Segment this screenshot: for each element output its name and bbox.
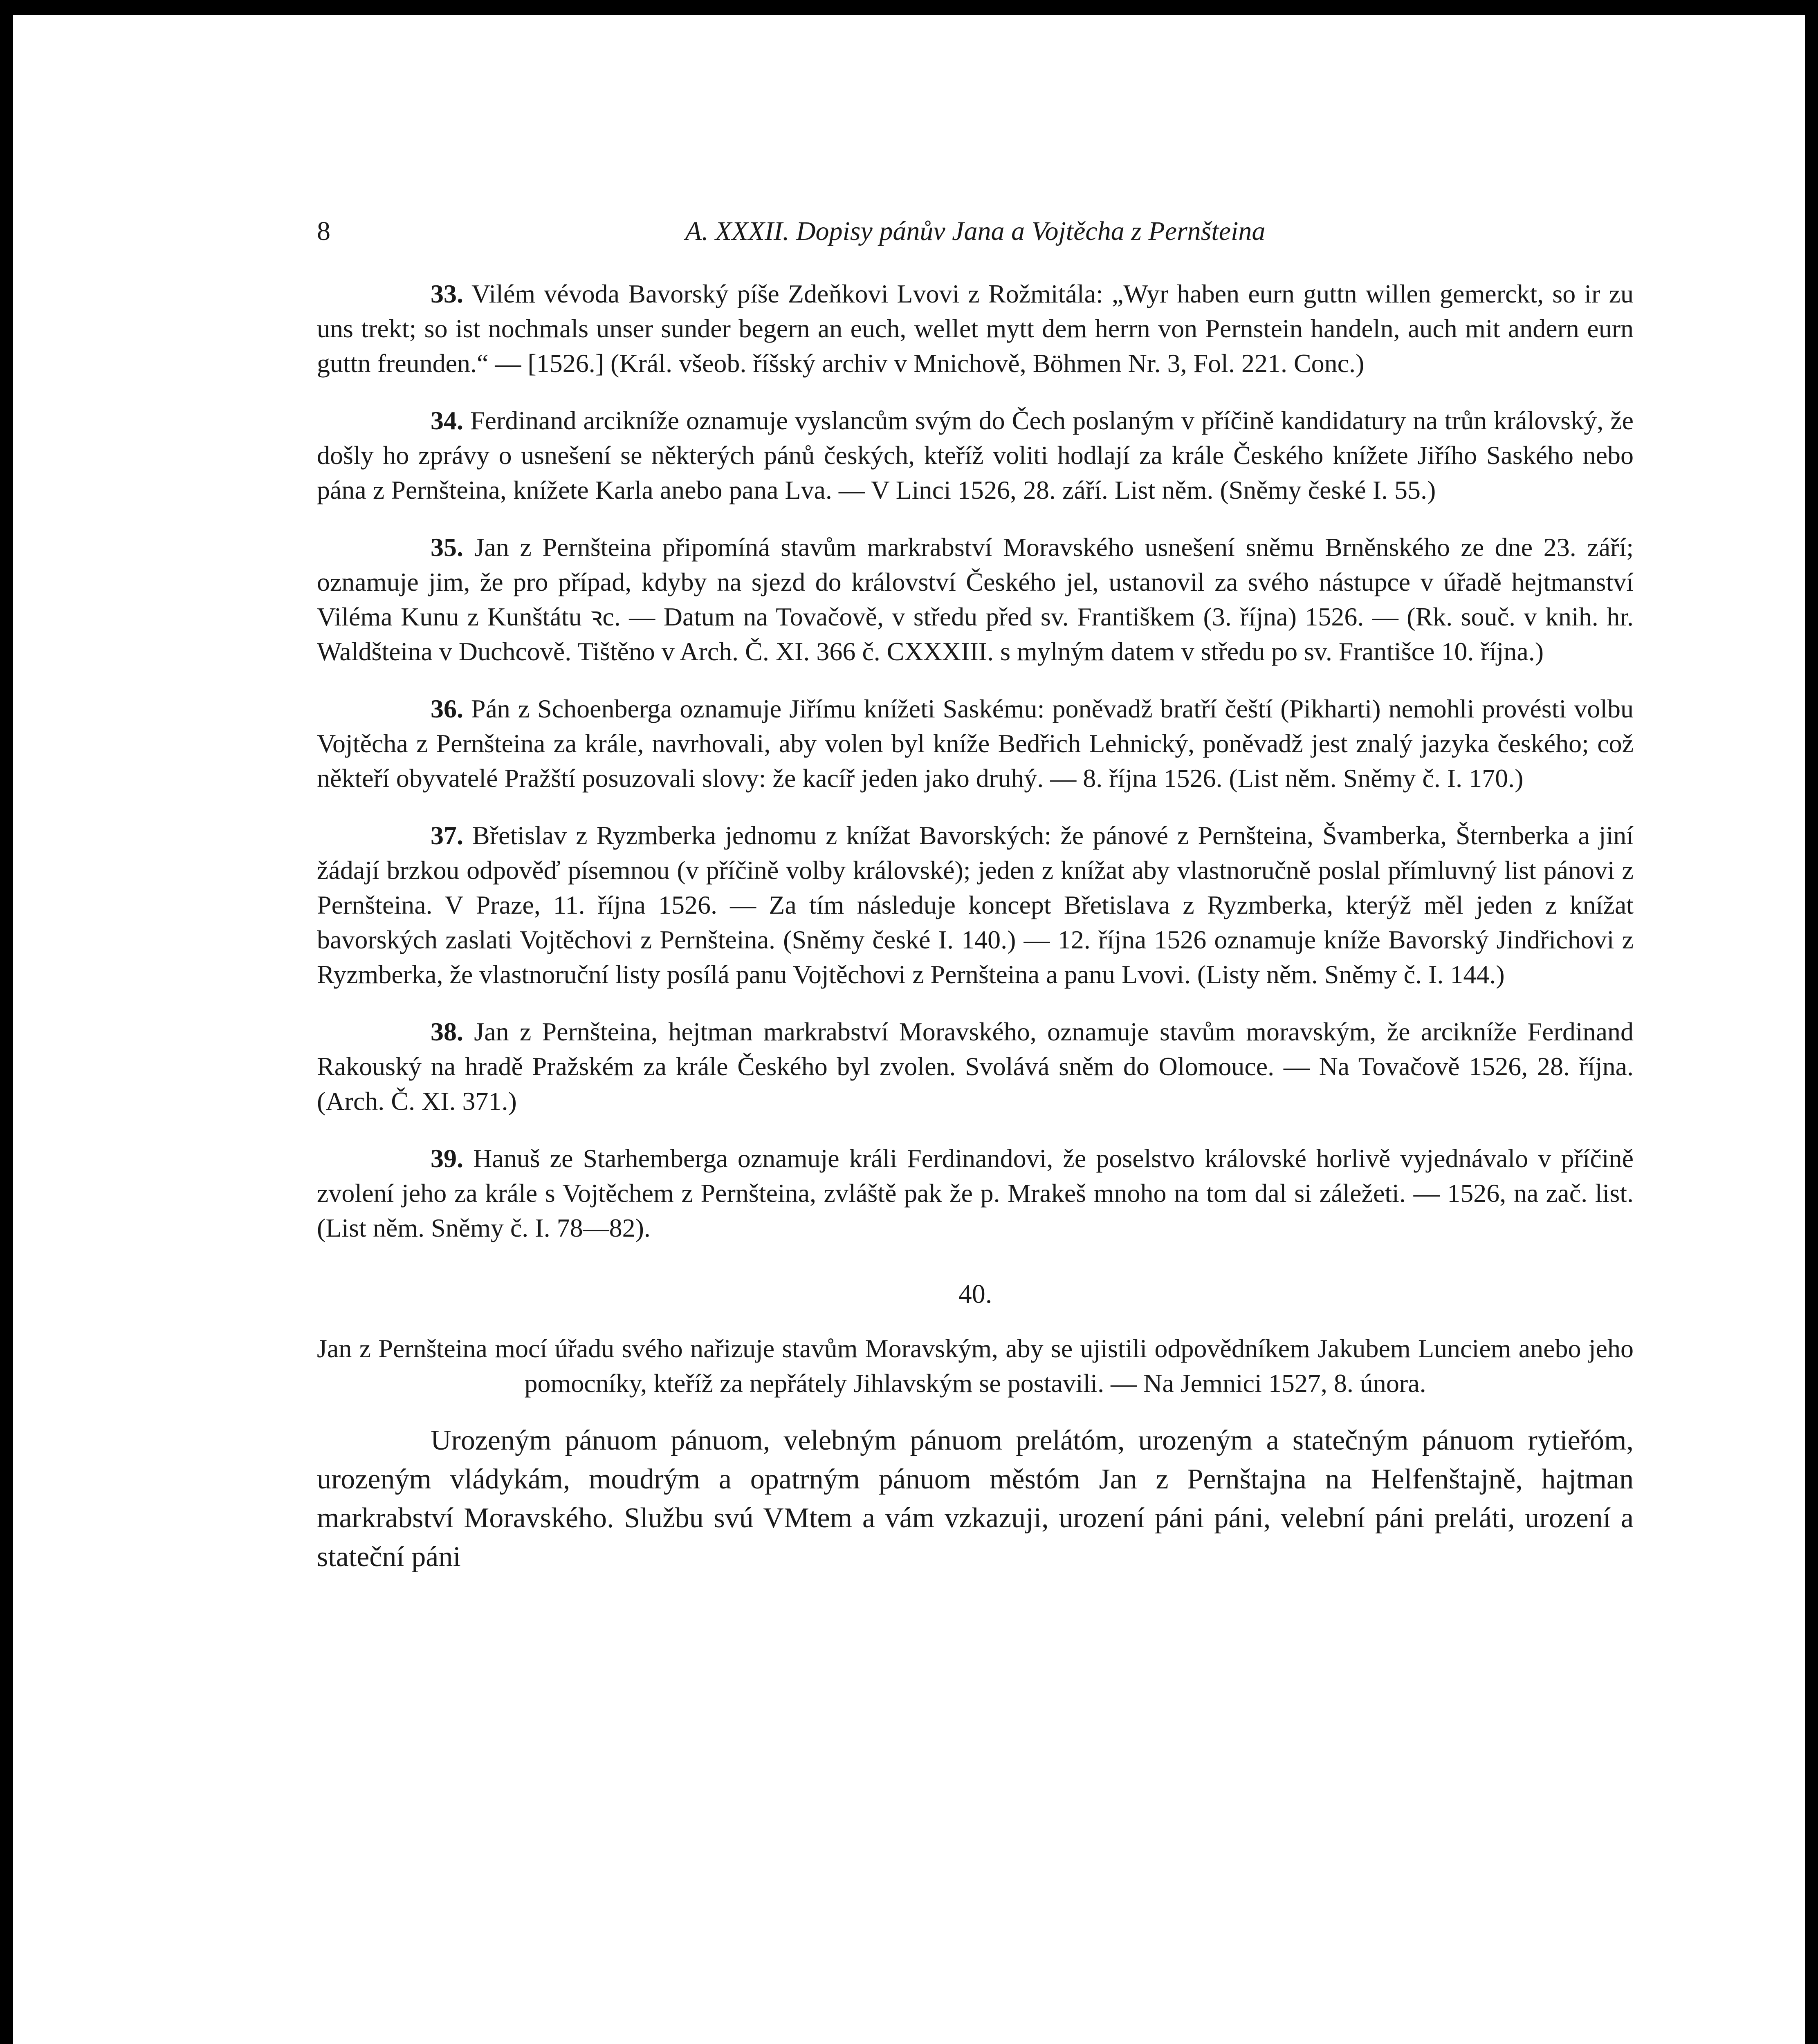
entry-number: 34. [431, 406, 463, 435]
entry-39 [317, 1141, 1634, 1245]
document-text: Urozeným pánuom pánuom, velebným pánuom prelátóm, urozeným a statečným pánuom rytieřóm, urozeným vládykám, moudrým a opatrným pánuom městóm Jan z Pernštajna na Helfenštajně, hajtman markrabství Moravského. Službu svú VMtem a vám vzkazuji, urození páni páni, velební páni preláti, urození a stateční páni [317, 1425, 1634, 1573]
entry-text: Jan z Pernšteina připomíná stavům markrabství Moravského usnešení sněmu Brněnského ze dne 23. září; oznamuje jim, že pro případ, kdyby na sjezd do království Českého jel, ustanovil za svého nástupce v úřadě hejtmanství Viléma Kunu z Kunštátu ꝛc. — Datum na Tovačově, v středu před sv. Františkem (3. října) 1526. — (Rk. souč. v knih. hr. Waldšteina v Duchcově. Tištěno v Arch. Č. XI. 366 č. CXXXIII. s mylným datem v středu po sv. Františce 10. října.) [317, 533, 1634, 666]
entry-33 [317, 276, 1634, 381]
entry-text: Hanuš ze Starhemberga oznamuje králi Ferdinandovi, že poselstvo královské horlivě vyjednávalo v příčině zvolení jeho za krále s Vojtěchem z Pernšteina, zvláště pak že p. Mrakeš mnoho na tom dal si záležeti. — 1526, na zač. list. (List něm. Sněmy č. I. 78—82). [317, 1144, 1634, 1242]
document-summary: Jan z Pernšteina mocí úřadu svého nařizuje stavům Moravským, aby se ujistili odpovědníkem Jakubem Lunciem anebo jeho pomocníky, kteříž za nepřátely Jihlavským se postavili. — Na Jemnici 1527, 8. února. [317, 1334, 1634, 1398]
entry-text: Vilém vévoda Bavorský píše Zdeňkovi Lvovi z Rožmitála: „Wyr haben eurn guttn willen gemerckt, so ir zu uns trekt; so ist nochmals unser sunder begern an euch, wellet mytt dem herrn von Pernstein handeln, auch mit andern eurn guttn freunden.“ — [1526.] (Král. všeob. říšský archiv v Mnichově, Böhmen Nr. 3, Fol. 221. Conc.) [317, 279, 1634, 378]
page-number: 8 [317, 216, 330, 246]
entry-number: 35. [431, 533, 463, 562]
entry-38 [317, 1014, 1634, 1118]
entry-number: 33. [431, 279, 463, 308]
entry-35 [317, 530, 1634, 669]
entry-34 [317, 403, 1634, 507]
running-head [317, 207, 1634, 256]
entry-text: Ferdinand arcikníže oznamuje vyslancům svým do Čech poslaným v příčině kandidatury na trůn královský, že došly ho zprávy o usnešení se některých pánů českých, kteříž voliti hodlají za krále Českého knížete Jiřího Saského nebo pána z Pernšteina, knížete Karla anebo pana Lva. — V Linci 1526, 28. září. List něm. (Sněmy české I. 55.) [317, 406, 1634, 504]
entry-number: 37. [431, 821, 463, 850]
document-number: 40. [958, 1279, 992, 1309]
entry-text: Jan z Pernšteina, hejtman markrabství Moravského, oznamuje stavům moravským, že arcikníže Ferdinand Rakouský na hradě Pražském za krále Českého byl zvolen. Svolává sněm do Olomouce. — Na Tovačově 1526, 28. října. (Arch. Č. XI. 371.) [317, 1017, 1634, 1116]
document-page [13, 15, 1805, 2044]
entry-number: 38. [431, 1017, 463, 1046]
entry-text: Pán z Schoenberga oznamuje Jiřímu knížeti Saskému: poněvadž bratří čeští (Pikharti) nemohli provésti volbu Vojtěcha z Pernšteina za krále, navrhovali, aby volen byl kníže Bedřich Lehnický, poněvadž jest znalý jazyka českého; což někteří obyvatelé Pražští posuzovali slovy: že kacíř jeden jako druhý. — 8. října 1526. (List něm. Sněmy č. I. 170.) [317, 694, 1634, 793]
entry-number: 36. [431, 694, 463, 723]
entry-36 [317, 691, 1634, 796]
body-text [317, 276, 1634, 1576]
entry-text: Břetislav z Ryzmberka jednomu z knížat Bavorských: že pánové z Pernšteina, Švamberka, Šternberka a jiní žádají brzkou odpověď písemnou (v příčině volby královské); jeden z knížat aby vlastnoručně poslal přímluvný list pánovi z Pernšteina. V Praze, 11. října 1526. — Za tím následuje koncept Břetislava z Ryzmberka, kterýž měl jeden z knížat bavorských zaslati Vojtěchovi z Pernšteina. (Sněmy české I. 140.) — 12. října 1526 oznamuje kníže Bavorský Jindřichovi z Ryzmberka, že vlastnoruční listy posílá panu Vojtěchovi z Pernšteina a panu Lvovi. (Listy něm. Sněmy č. I. 144.) [317, 821, 1634, 989]
entry-number: 39. [431, 1144, 463, 1173]
scan-mark [0, 409, 7, 416]
running-head-title: A. XXXII. Dopisy pánův Jana a Vojtěcha z Pernšteina [685, 216, 1266, 246]
entry-37 [317, 818, 1634, 992]
